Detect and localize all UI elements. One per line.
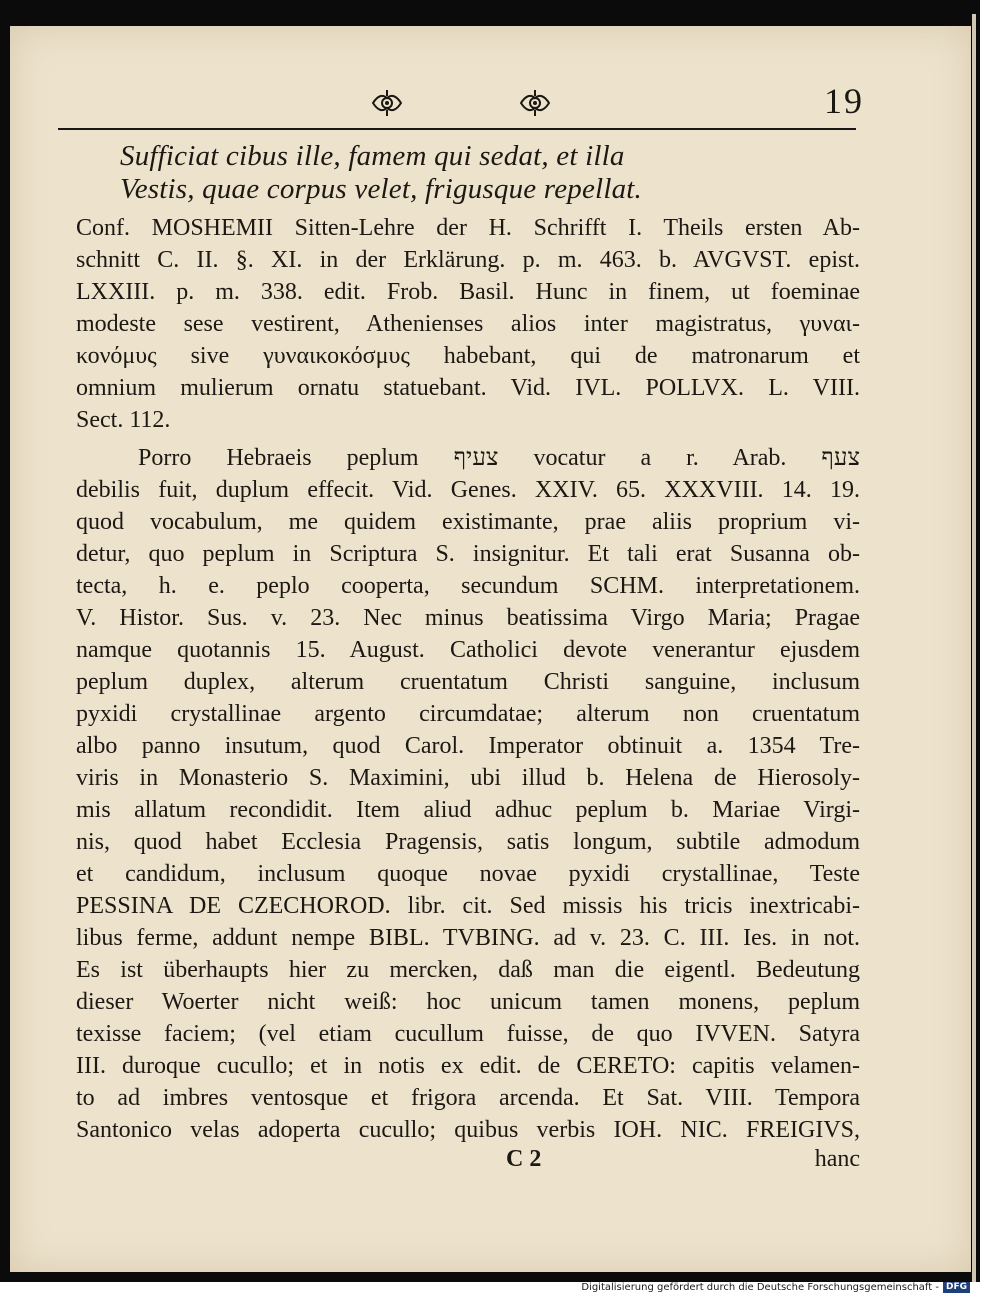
scan-edge-strip	[972, 14, 976, 1282]
text-line: namque quotannis 15. August. Catholici devote venerantur ejusdem	[76, 637, 860, 663]
signature-mark: C 2	[506, 1146, 542, 1172]
text-line: LXXIII. p. m. 338. edit. Frob. Basil. Hunc in finem, ut foeminae	[76, 279, 860, 305]
header-rule	[58, 128, 856, 130]
page-footer-line	[76, 1146, 860, 1176]
credit-text: Digitalisierung gefördert durch die Deutsche Forschungsgemeinschaft -	[581, 1281, 939, 1293]
verse-line: Sufficiat cibus ille, famem qui sedat, et illa	[120, 140, 625, 172]
text-line: Santonico velas adoperta cucullo; quibus verbis IOH. NIC. FREIGIVS,	[76, 1117, 860, 1143]
verse-line: Vestis, quae corpus velet, frigusque repellat.	[120, 173, 642, 205]
verse-quotation	[76, 140, 860, 206]
fleuron-ornament-icon	[370, 88, 404, 118]
text-line: V. Histor. Sus. v. 23. Nec minus beatissima Virgo Maria; Pragae	[76, 605, 860, 631]
text-line: tecta, h. e. peplo cooperta, secundum SCHM. interpretationem.	[76, 573, 860, 599]
text-line: albo panno insutum, quod Carol. Imperator obtinuit a. 1354 Tre-	[76, 733, 860, 759]
text-line: schnitt C. II. §. XI. in der Erklärung. p. m. 463. b. AVGVST. epist.	[76, 247, 860, 273]
text-line: Sect. 112.	[76, 407, 171, 433]
text-line: mis allatum recondidit. Item aliud adhuc peplum b. Mariae Virgi-	[76, 797, 860, 823]
text-line: detur, quo peplum in Scriptura S. insignitur. Et tali erat Susanna ob-	[76, 541, 860, 567]
text-line: debilis fuit, duplum effecit. Vid. Genes. XXIV. 65. XXXVIII. 14. 19.	[76, 477, 860, 503]
fleuron-ornament-icon	[518, 88, 552, 118]
text-line: Conf. MOSHEMII Sitten-Lehre der H. Schrifft I. Theils ersten Ab-	[76, 215, 860, 241]
text-line: Porro Hebraeis peplum צעיף vocatur a r. Arab. צעף	[138, 445, 861, 471]
page-headline	[58, 78, 864, 138]
dfg-logo: DFG	[943, 1282, 970, 1293]
text-line: dieser Woerter nicht weiß: hoc unicum tamen monens, peplum	[76, 989, 860, 1015]
text-line: peplum duplex, alterum cruentatum Christi sanguine, inclusum	[76, 669, 860, 695]
text-line: to ad imbres ventosque et frigora arcenda. Et Sat. VIII. Tempora	[76, 1085, 860, 1111]
text-line: nis, quod habet Ecclesia Pragensis, satis longum, subtile admodum	[76, 829, 860, 855]
text-line: et candidum, inclusum quoque novae pyxidi crystallinae, Teste	[76, 861, 860, 887]
text-line: κονόμυς sive γυναικοκόσμυς habebant, qui de matronarum et	[76, 343, 860, 369]
text-line: PESSINA DE CZECHOROD. libr. cit. Sed missis his tricis inextricabi-	[76, 893, 860, 919]
text-line: viris in Monasterio S. Maximini, ubi illud b. Helena de Hierosoly-	[76, 765, 860, 791]
digitization-credit	[581, 1280, 970, 1294]
text-line: Es ist überhaupts hier zu mercken, daß man die eigentl. Bedeutung	[76, 957, 860, 983]
paragraph	[76, 442, 860, 1146]
text-line: omnium mulierum ornatu statuebant. Vid. IVL. POLLVX. L. VIII.	[76, 375, 860, 401]
catchword: hanc	[814, 1146, 860, 1172]
text-line: modeste sese vestirent, Athenienses alios inter magistratus, γυναι-	[76, 311, 860, 337]
paragraph	[76, 212, 860, 436]
text-line: libus ferme, addunt nempe BIBL. TVBING. ad v. 23. C. III. Ies. in not.	[76, 925, 860, 951]
text-line: III. duroque cucullo; et in notis ex edit. de CERETO: capitis velamen-	[76, 1053, 860, 1079]
text-line: texisse faciem; (vel etiam cucullum fuisse, de quo IVVEN. Satyra	[76, 1021, 860, 1047]
text-line: quod vocabulum, me quidem existimante, prae aliis proprium vi-	[76, 509, 860, 535]
page-body	[76, 140, 860, 1146]
page-number: 19	[824, 81, 864, 121]
text-line: pyxidi crystallinae argento circumdatae; alterum non cruentatum	[76, 701, 860, 727]
